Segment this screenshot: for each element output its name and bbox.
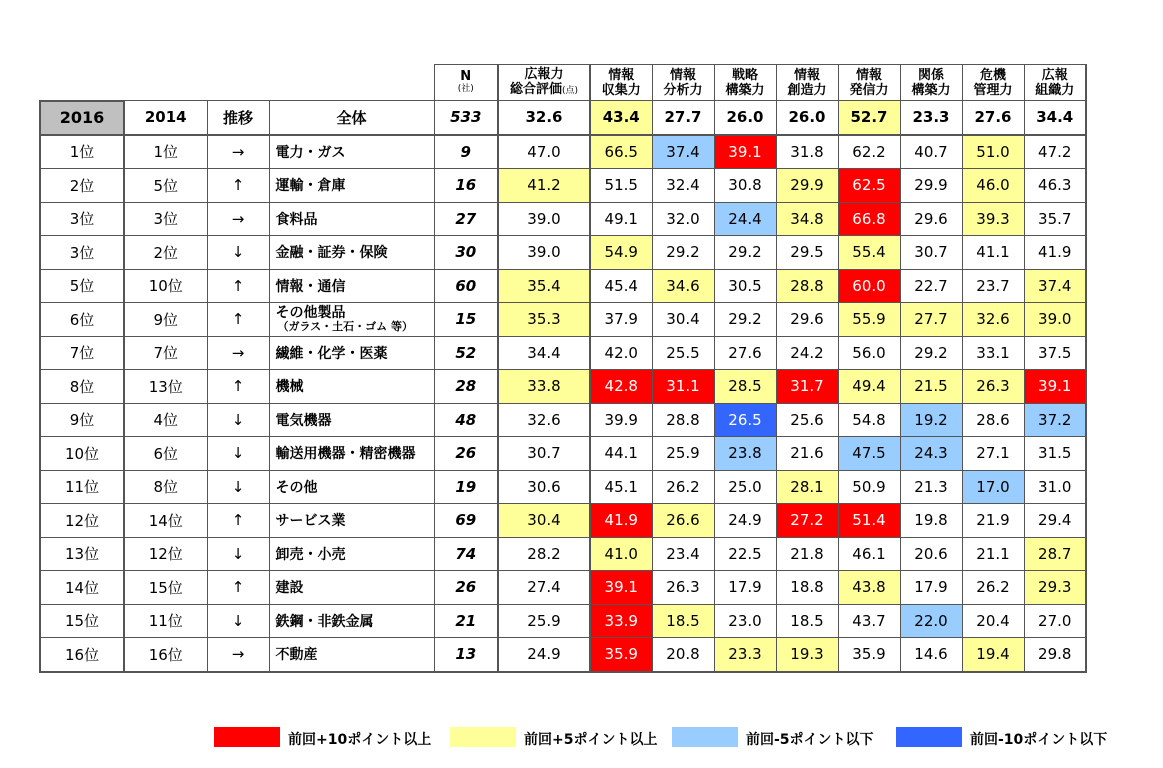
industry-name: 繊維・化学・医薬 (275, 345, 388, 362)
industry-subname: （ガラス・土石・ゴム 等） (277, 319, 413, 333)
rank-2014-cell: 7位 (124, 336, 207, 370)
eval-score-cell: 41.2 (498, 169, 590, 203)
metric-score-cell: 43.7 (838, 604, 900, 638)
company-count-cell: 9 (434, 135, 498, 169)
legend-swatch (450, 727, 516, 747)
metric-score-cell: 30.8 (714, 169, 776, 203)
metric-score-cell: 30.7 (900, 236, 962, 270)
industry-name: その他 (275, 479, 318, 496)
metric-score-cell: 23.8 (714, 437, 776, 471)
metric-score-cell: 22.7 (900, 269, 962, 303)
metric-score-cell: 42.8 (590, 370, 652, 404)
rank-2014-cell: 2位 (124, 236, 207, 270)
industry-name: 機械 (275, 379, 304, 396)
eval-score-cell: 34.4 (498, 336, 590, 370)
n-column-header: N (社) (434, 65, 498, 101)
eval-column-header: 広報力 総合評価(点) (498, 65, 590, 101)
metric-score-cell: 45.1 (590, 470, 652, 504)
company-count-cell: 13 (434, 638, 498, 672)
company-count-cell: 30 (434, 236, 498, 270)
legend-swatch (672, 727, 738, 747)
metric-score-cell: 31.7 (776, 370, 838, 404)
metric-score-cell: 49.1 (590, 202, 652, 236)
eval-score-cell: 39.0 (498, 202, 590, 236)
metric-score-cell: 19.3 (776, 638, 838, 672)
metric-score-cell: 60.0 (838, 269, 900, 303)
metric-score-cell: 40.7 (900, 135, 962, 169)
industry-name-cell (269, 504, 434, 538)
eval-score-cell: 27.4 (498, 571, 590, 605)
company-count-cell: 19 (434, 470, 498, 504)
total-metric-6: 27.6 (962, 101, 1024, 135)
metric-score-cell: 47.5 (838, 437, 900, 471)
industry-name: 食料品 (275, 211, 318, 228)
rank-2014-cell: 13位 (124, 370, 207, 404)
rank-2014-cell: 4位 (124, 403, 207, 437)
metric-score-cell: 29.4 (1024, 504, 1086, 538)
metric-score-cell: 39.1 (590, 571, 652, 605)
metric-score-cell: 32.4 (652, 169, 714, 203)
industry-name: 電気機器 (275, 412, 332, 429)
metric-score-cell: 46.0 (962, 169, 1024, 203)
table-row (40, 269, 1086, 303)
company-count-cell: 21 (434, 604, 498, 638)
metric-score-cell: 28.5 (714, 370, 776, 404)
rank-2014-cell: 8位 (124, 470, 207, 504)
metric-score-cell: 35.7 (1024, 202, 1086, 236)
company-count-cell: 28 (434, 370, 498, 404)
metric-score-cell: 39.1 (1024, 370, 1086, 404)
trend-cell: → (207, 202, 269, 236)
metric-score-cell: 25.9 (652, 437, 714, 471)
trend-cell: ↓ (207, 604, 269, 638)
eval-score-cell: 25.9 (498, 604, 590, 638)
metric-score-cell: 29.2 (714, 236, 776, 270)
total-n: 533 (434, 101, 498, 135)
metric-score-cell: 24.9 (714, 504, 776, 538)
metric-score-cell: 21.3 (900, 470, 962, 504)
legend-label: 前回-5ポイント以下 (746, 732, 874, 748)
industry-name-cell (269, 236, 434, 270)
metric-score-cell: 46.1 (838, 537, 900, 571)
metric-score-cell: 66.5 (590, 135, 652, 169)
table-row (40, 638, 1086, 672)
metric-header-3: 情報 創造力 (776, 65, 838, 101)
metric-score-cell: 21.6 (776, 437, 838, 471)
metric-score-cell: 34.6 (652, 269, 714, 303)
metric-score-cell: 24.4 (714, 202, 776, 236)
company-count-cell: 26 (434, 437, 498, 471)
rank-2016-cell: 2位 (40, 169, 124, 203)
eval-score-cell: 39.0 (498, 236, 590, 270)
metric-header-0: 情報 収集力 (590, 65, 652, 101)
eval-score-cell: 32.6 (498, 403, 590, 437)
table-row (40, 470, 1086, 504)
total-metric-7: 34.4 (1024, 101, 1086, 135)
metric-score-cell: 26.5 (714, 403, 776, 437)
metric-score-cell: 25.5 (652, 336, 714, 370)
eval-score-cell: 33.8 (498, 370, 590, 404)
year-2014-label: 2014 (124, 101, 207, 135)
metric-score-cell: 50.9 (838, 470, 900, 504)
industry-name-cell (269, 336, 434, 370)
total-metric-3: 26.0 (776, 101, 838, 135)
total-metric-0: 43.4 (590, 101, 652, 135)
eval-score-cell: 30.7 (498, 437, 590, 471)
trend-cell: ↓ (207, 470, 269, 504)
industry-name: 鉄鋼・非鉄金属 (275, 613, 374, 630)
industry-name-cell (269, 638, 434, 672)
industry-name-cell (269, 303, 434, 337)
metric-score-cell: 39.0 (1024, 303, 1086, 337)
rank-2016-cell: 11位 (40, 470, 124, 504)
metric-score-cell: 37.4 (1024, 269, 1086, 303)
rank-2016-cell: 3位 (40, 202, 124, 236)
eval-score-cell: 35.3 (498, 303, 590, 337)
metric-score-cell: 42.0 (590, 336, 652, 370)
metric-score-cell: 27.7 (900, 303, 962, 337)
metric-score-cell: 19.8 (900, 504, 962, 538)
table-row (40, 537, 1086, 571)
metric-score-cell: 44.1 (590, 437, 652, 471)
metric-score-cell: 29.2 (714, 303, 776, 337)
metric-score-cell: 62.2 (838, 135, 900, 169)
rank-2016-cell: 15位 (40, 604, 124, 638)
metric-score-cell: 37.2 (1024, 403, 1086, 437)
metric-score-cell: 28.7 (1024, 537, 1086, 571)
trend-cell: ↑ (207, 303, 269, 337)
total-metric-1: 27.7 (652, 101, 714, 135)
metric-score-cell: 27.0 (1024, 604, 1086, 638)
table-row (40, 370, 1086, 404)
metric-score-cell: 21.9 (962, 504, 1024, 538)
metric-score-cell: 28.6 (962, 403, 1024, 437)
metric-score-cell: 46.3 (1024, 169, 1086, 203)
rank-2016-cell: 6位 (40, 303, 124, 337)
metric-score-cell: 39.3 (962, 202, 1024, 236)
industry-name: サービス業 (275, 513, 346, 530)
metric-score-cell: 25.6 (776, 403, 838, 437)
company-count-cell: 60 (434, 269, 498, 303)
metric-score-cell: 35.9 (838, 638, 900, 672)
company-count-cell: 74 (434, 537, 498, 571)
metric-header-2: 戦略 構築力 (714, 65, 776, 101)
metric-score-cell: 31.5 (1024, 437, 1086, 471)
metric-score-cell: 27.6 (714, 336, 776, 370)
industry-name-cell (269, 571, 434, 605)
rank-2016-cell: 13位 (40, 537, 124, 571)
rank-2016-cell: 1位 (40, 135, 124, 169)
metric-score-cell: 27.2 (776, 504, 838, 538)
metric-score-cell: 18.5 (776, 604, 838, 638)
eval-score-cell: 35.4 (498, 269, 590, 303)
total-metric-2: 26.0 (714, 101, 776, 135)
metric-score-cell: 37.5 (1024, 336, 1086, 370)
industry-name-cell (269, 437, 434, 471)
total-eval: 32.6 (498, 101, 590, 135)
metric-score-cell: 32.0 (652, 202, 714, 236)
metric-score-cell: 32.6 (962, 303, 1024, 337)
metric-score-cell: 31.8 (776, 135, 838, 169)
industry-name-cell (269, 370, 434, 404)
company-count-cell: 27 (434, 202, 498, 236)
metric-score-cell: 33.9 (590, 604, 652, 638)
metric-score-cell: 17.0 (962, 470, 1024, 504)
metric-score-cell: 34.8 (776, 202, 838, 236)
metric-header-4: 情報 発信力 (838, 65, 900, 101)
legend-label: 前回-10ポイント以下 (970, 732, 1108, 748)
company-count-cell: 69 (434, 504, 498, 538)
trend-cell: → (207, 336, 269, 370)
metric-score-cell: 66.8 (838, 202, 900, 236)
metric-score-cell: 29.9 (776, 169, 838, 203)
trend-cell: ↑ (207, 571, 269, 605)
rank-2014-cell: 10位 (124, 269, 207, 303)
metric-score-cell: 23.3 (714, 638, 776, 672)
ranking-table (39, 64, 1087, 673)
metric-score-cell: 37.4 (652, 135, 714, 169)
rank-2014-cell: 12位 (124, 537, 207, 571)
metric-score-cell: 41.9 (1024, 236, 1086, 270)
metric-score-cell: 43.8 (838, 571, 900, 605)
table-row (40, 403, 1086, 437)
total-row (40, 101, 1086, 135)
metric-score-cell: 29.9 (900, 169, 962, 203)
rank-2014-cell: 15位 (124, 571, 207, 605)
rank-2016-cell: 7位 (40, 336, 124, 370)
metric-score-cell: 23.4 (652, 537, 714, 571)
metric-score-cell: 55.9 (838, 303, 900, 337)
rank-2016-cell: 14位 (40, 571, 124, 605)
metric-score-cell: 29.8 (1024, 638, 1086, 672)
table-row (40, 504, 1086, 538)
eval-score-cell: 24.9 (498, 638, 590, 672)
eval-score-cell: 30.6 (498, 470, 590, 504)
metric-score-cell: 21.1 (962, 537, 1024, 571)
metric-score-cell: 27.1 (962, 437, 1024, 471)
metric-score-cell: 29.6 (776, 303, 838, 337)
trend-cell: ↑ (207, 370, 269, 404)
trend-cell: ↑ (207, 169, 269, 203)
metric-score-cell: 17.9 (714, 571, 776, 605)
legend-label: 前回+10ポイント以上 (288, 732, 432, 748)
metric-score-cell: 28.8 (776, 269, 838, 303)
metric-header-5: 関係 構築力 (900, 65, 962, 101)
metric-score-cell: 33.1 (962, 336, 1024, 370)
metric-score-cell: 54.8 (838, 403, 900, 437)
industry-name-cell (269, 269, 434, 303)
table-row (40, 169, 1086, 203)
metric-score-cell: 39.9 (590, 403, 652, 437)
industry-name-cell (269, 403, 434, 437)
header-row (40, 65, 1086, 101)
metric-score-cell: 30.4 (652, 303, 714, 337)
metric-score-cell: 56.0 (838, 336, 900, 370)
trend-cell: ↑ (207, 504, 269, 538)
industry-name: 建設 (275, 580, 304, 597)
metric-score-cell: 20.6 (900, 537, 962, 571)
company-count-cell: 16 (434, 169, 498, 203)
metric-score-cell: 21.5 (900, 370, 962, 404)
metric-header-1: 情報 分析力 (652, 65, 714, 101)
metric-score-cell: 49.4 (838, 370, 900, 404)
rank-2016-cell: 5位 (40, 269, 124, 303)
trend-cell: ↓ (207, 437, 269, 471)
company-count-cell: 15 (434, 303, 498, 337)
eval-score-cell: 47.0 (498, 135, 590, 169)
metric-score-cell: 23.0 (714, 604, 776, 638)
industry-name: 運輸・倉庫 (275, 178, 346, 195)
metric-score-cell: 21.8 (776, 537, 838, 571)
rank-2014-cell: 6位 (124, 437, 207, 471)
metric-score-cell: 24.2 (776, 336, 838, 370)
trend-cell: → (207, 638, 269, 672)
industry-name-cell (269, 604, 434, 638)
metric-score-cell: 23.7 (962, 269, 1024, 303)
metric-score-cell: 22.0 (900, 604, 962, 638)
metric-score-cell: 26.2 (652, 470, 714, 504)
rank-2014-cell: 1位 (124, 135, 207, 169)
metric-score-cell: 54.9 (590, 236, 652, 270)
metric-score-cell: 51.5 (590, 169, 652, 203)
industry-name: 輸送用機器・精密機器 (275, 446, 416, 463)
metric-score-cell: 26.6 (652, 504, 714, 538)
trend-cell: ↓ (207, 403, 269, 437)
industry-name: 電力・ガス (275, 144, 346, 161)
table-row (40, 571, 1086, 605)
metric-score-cell: 26.3 (652, 571, 714, 605)
metric-score-cell: 29.2 (900, 336, 962, 370)
metric-score-cell: 19.4 (962, 638, 1024, 672)
metric-score-cell: 41.1 (962, 236, 1024, 270)
rank-2014-cell: 5位 (124, 169, 207, 203)
metric-score-cell: 47.2 (1024, 135, 1086, 169)
company-count-cell: 26 (434, 571, 498, 605)
rank-2014-cell: 11位 (124, 604, 207, 638)
rank-2016-cell: 3位 (40, 236, 124, 270)
metric-score-cell: 19.2 (900, 403, 962, 437)
industry-name-cell (269, 169, 434, 203)
metric-score-cell: 41.9 (590, 504, 652, 538)
metric-score-cell: 55.4 (838, 236, 900, 270)
metric-score-cell: 17.9 (900, 571, 962, 605)
metric-score-cell: 26.2 (962, 571, 1024, 605)
trend-cell: ↑ (207, 269, 269, 303)
rank-2016-cell: 16位 (40, 638, 124, 672)
rank-2016-cell: 9位 (40, 403, 124, 437)
table-row (40, 303, 1086, 337)
rank-2014-cell: 14位 (124, 504, 207, 538)
legend-swatch (896, 727, 962, 747)
metric-score-cell: 29.3 (1024, 571, 1086, 605)
metric-score-cell: 31.0 (1024, 470, 1086, 504)
metric-score-cell: 29.2 (652, 236, 714, 270)
rank-2014-cell: 16位 (124, 638, 207, 672)
industry-name: 不動産 (275, 647, 318, 664)
metric-score-cell: 25.0 (714, 470, 776, 504)
total-name: 全体 (269, 101, 434, 135)
year-2016-label: 2016 (40, 101, 124, 135)
metric-score-cell: 26.3 (962, 370, 1024, 404)
total-metric-4: 52.7 (838, 101, 900, 135)
industry-name: 卸売・小売 (275, 546, 346, 563)
legend-label: 前回+5ポイント以上 (524, 732, 658, 748)
industry-name-cell (269, 537, 434, 571)
rank-2016-cell: 8位 (40, 370, 124, 404)
industry-name: 情報・通信 (275, 278, 346, 295)
rank-2016-cell: 12位 (40, 504, 124, 538)
table-row (40, 604, 1086, 638)
metric-score-cell: 29.6 (900, 202, 962, 236)
metric-score-cell: 39.1 (714, 135, 776, 169)
industry-name-cell (269, 470, 434, 504)
metric-score-cell: 20.8 (652, 638, 714, 672)
legend-swatch (214, 727, 280, 747)
industry-name-cell (269, 202, 434, 236)
company-count-cell: 48 (434, 403, 498, 437)
metric-score-cell: 24.3 (900, 437, 962, 471)
metric-score-cell: 14.6 (900, 638, 962, 672)
table-row (40, 336, 1086, 370)
trend-cell: ↓ (207, 537, 269, 571)
company-count-cell: 52 (434, 336, 498, 370)
metric-score-cell: 51.4 (838, 504, 900, 538)
table-row (40, 236, 1086, 270)
metric-score-cell: 37.9 (590, 303, 652, 337)
trend-cell: → (207, 135, 269, 169)
table-row (40, 135, 1086, 169)
metric-score-cell: 20.4 (962, 604, 1024, 638)
eval-score-cell: 28.2 (498, 537, 590, 571)
metric-score-cell: 41.0 (590, 537, 652, 571)
table-row (40, 437, 1086, 471)
metric-score-cell: 28.8 (652, 403, 714, 437)
metric-header-6: 危機 管理力 (962, 65, 1024, 101)
metric-score-cell: 31.1 (652, 370, 714, 404)
metric-score-cell: 18.8 (776, 571, 838, 605)
eval-score-cell: 30.4 (498, 504, 590, 538)
trend-cell: ↓ (207, 236, 269, 270)
industry-name: その他製品 (275, 304, 346, 321)
rank-2014-cell: 9位 (124, 303, 207, 337)
total-metric-5: 23.3 (900, 101, 962, 135)
metric-score-cell: 22.5 (714, 537, 776, 571)
metric-score-cell: 30.5 (714, 269, 776, 303)
table-row (40, 202, 1086, 236)
metric-score-cell: 29.5 (776, 236, 838, 270)
rank-2014-cell: 3位 (124, 202, 207, 236)
metric-score-cell: 62.5 (838, 169, 900, 203)
rank-2016-cell: 10位 (40, 437, 124, 471)
metric-score-cell: 28.1 (776, 470, 838, 504)
industry-name-cell (269, 135, 434, 169)
metric-score-cell: 51.0 (962, 135, 1024, 169)
industry-name: 金融・証券・保険 (275, 245, 388, 262)
metric-score-cell: 45.4 (590, 269, 652, 303)
metric-header-7: 広報 組織力 (1024, 65, 1086, 101)
metric-score-cell: 18.5 (652, 604, 714, 638)
trend-label: 推移 (207, 101, 269, 135)
metric-score-cell: 35.9 (590, 638, 652, 672)
